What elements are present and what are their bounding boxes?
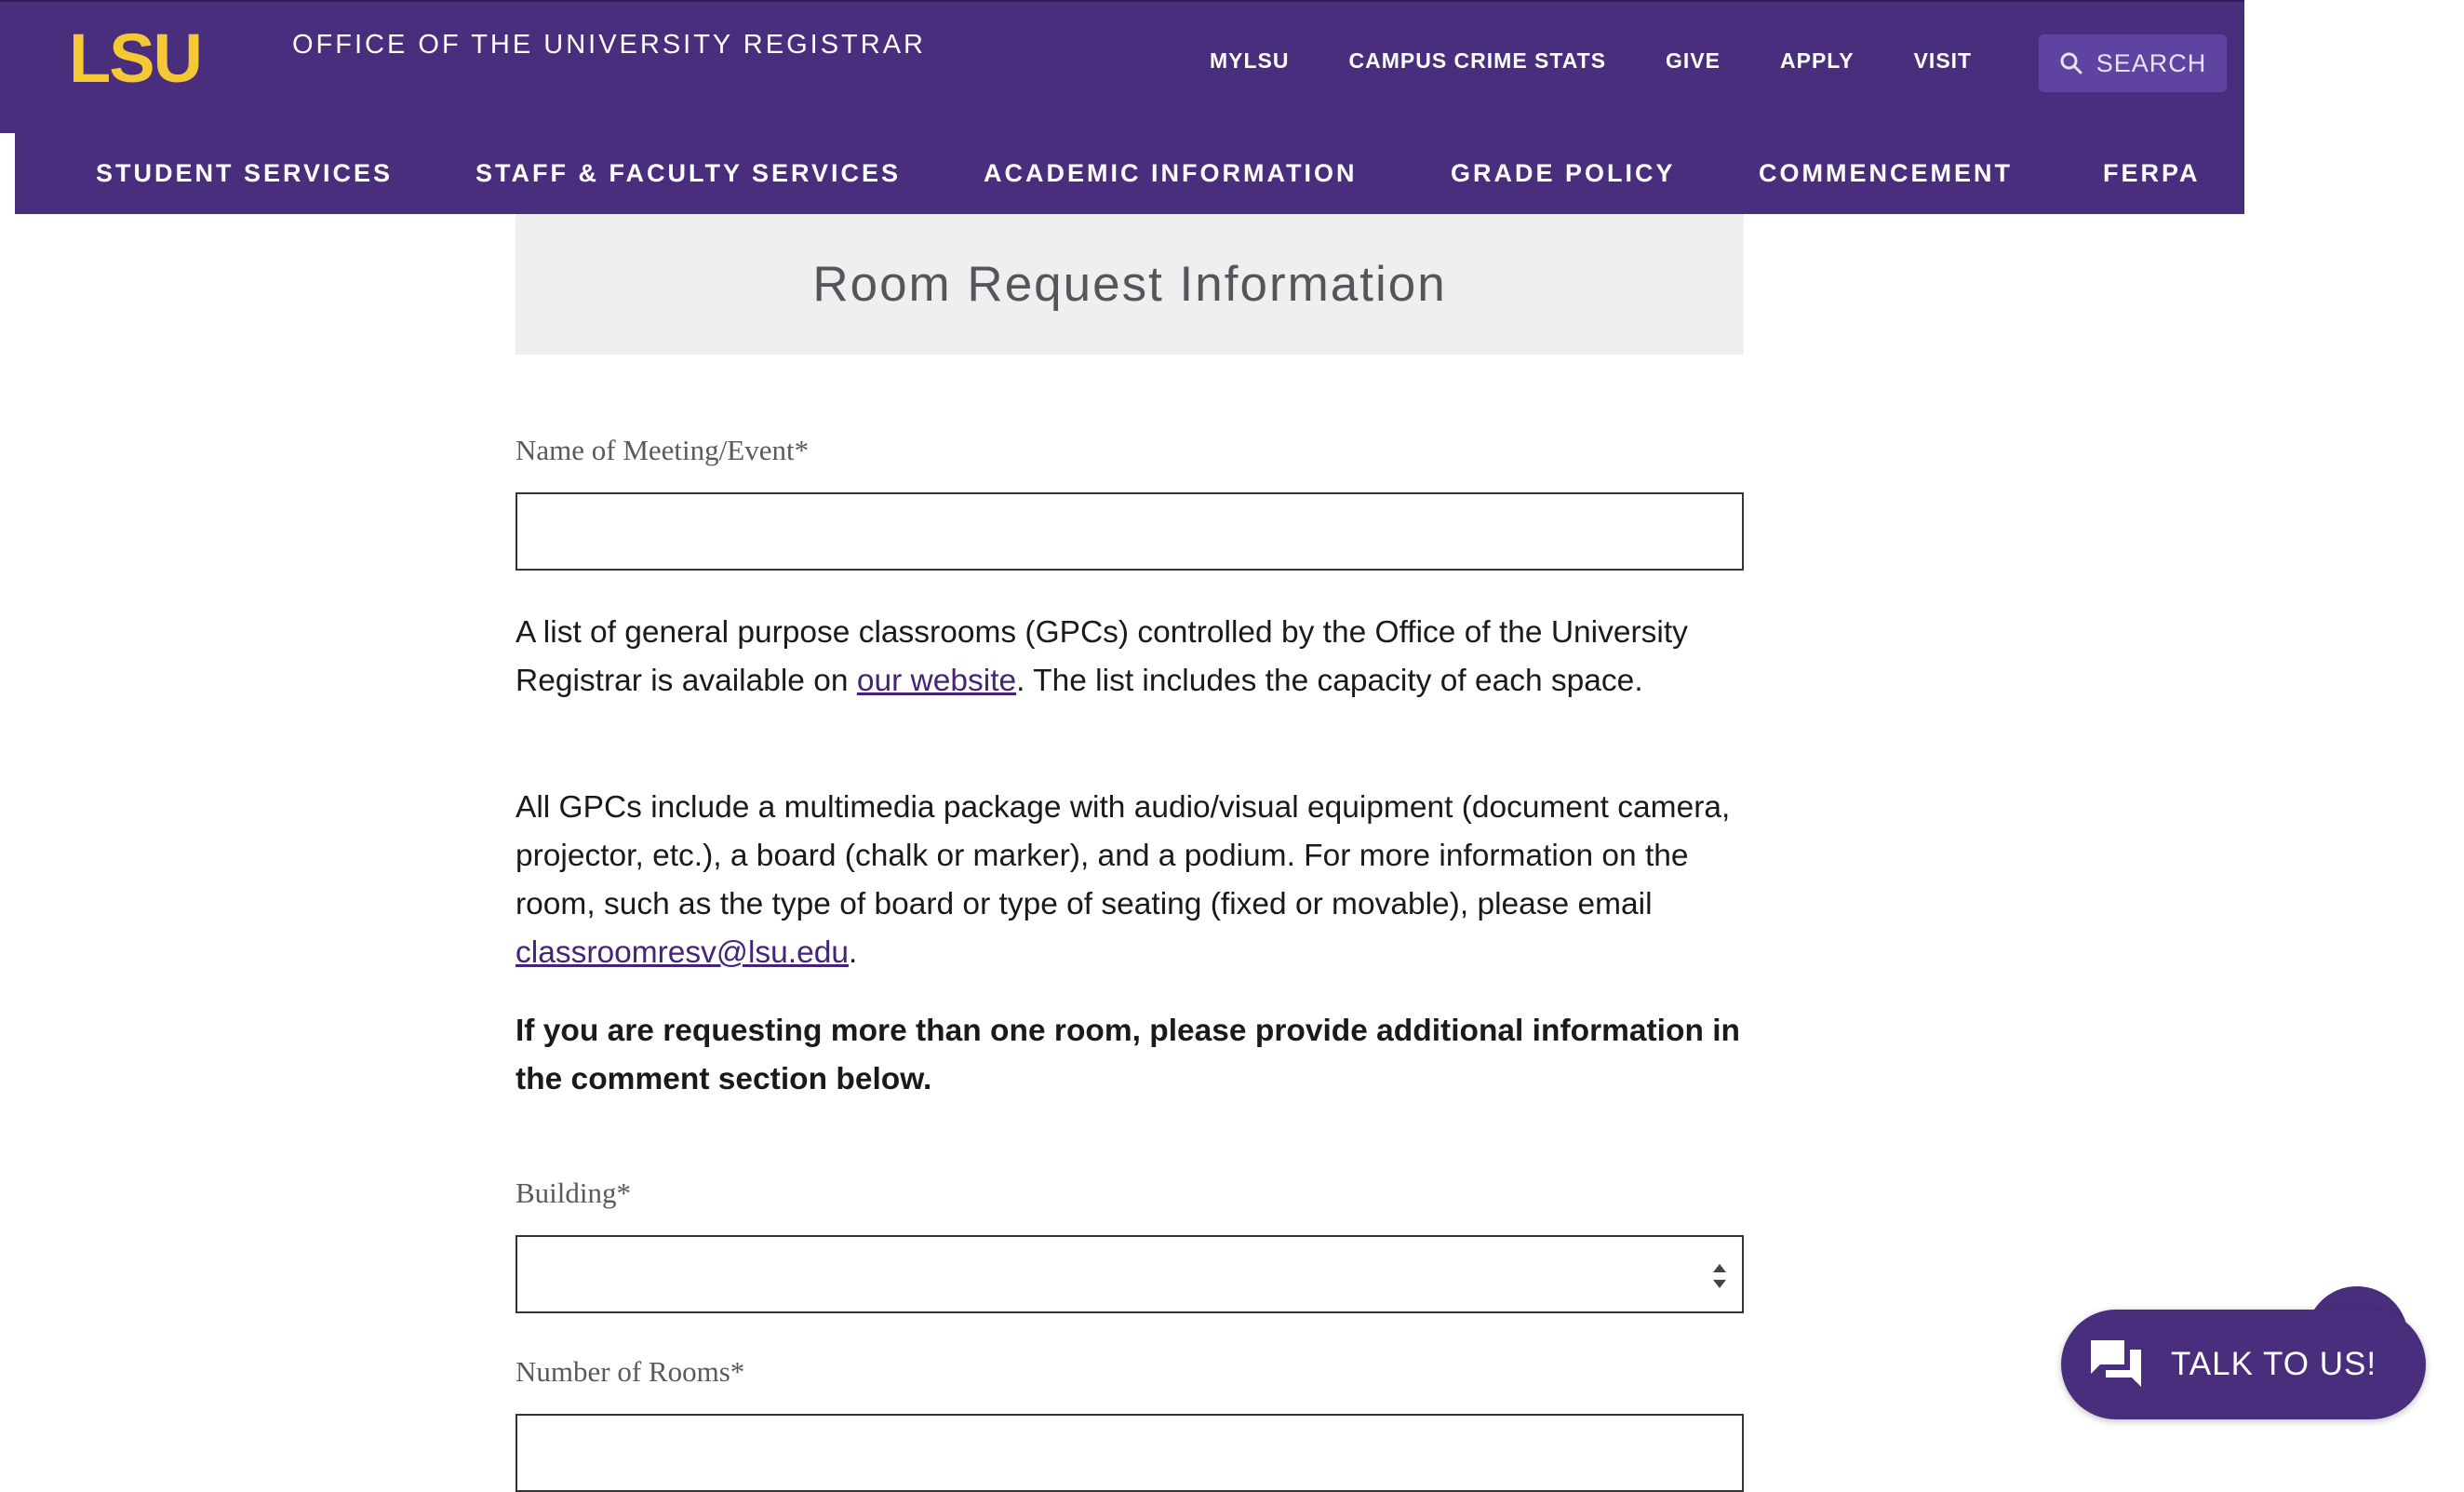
page-header <box>516 214 1744 355</box>
search-label: SEARCH <box>2096 48 2207 77</box>
talk-to-us-label: TALK TO US! <box>2171 1346 2377 1382</box>
nav-item-grade-policy[interactable]: GRADE POLICY <box>1451 159 1676 187</box>
utility-nav <box>1210 48 2031 74</box>
top-header <box>0 0 2244 133</box>
rooms-label: Number of Rooms* <box>516 1355 745 1388</box>
multiple-rooms-notice: If you are requesting more than one room, please provide additional information in the comment section below. <box>516 1014 1740 1096</box>
utility-link-apply[interactable]: APPLY <box>1780 48 1855 73</box>
utility-link-campus-crime-stats[interactable]: CAMPUS CRIME STATS <box>1348 48 1607 73</box>
building-label: Building* <box>516 1176 632 1209</box>
meeting-name-input[interactable] <box>516 492 1744 571</box>
page-title: Room Request Information <box>812 257 1447 312</box>
search-icon <box>2059 51 2083 75</box>
svg-text:LSU: LSU <box>69 32 201 84</box>
building-select[interactable] <box>516 1235 1744 1313</box>
gpc-equipment-text-end: . <box>848 935 858 970</box>
classroom-email-link[interactable]: classroomresv@lsu.edu <box>516 935 849 970</box>
select-arrows-icon <box>1710 1262 1729 1290</box>
gpc-list-text-start: A list of general purpose classrooms (GPCs) controlled by the Office of the University Registrar is available on <box>516 615 1688 698</box>
nav-item-student-services[interactable]: STUDENT SERVICES <box>96 159 394 187</box>
utility-link-mylsu[interactable]: MYLSU <box>1210 48 1290 73</box>
nav-item-staff-faculty-services[interactable]: STAFF & FACULTY SERVICES <box>475 159 902 187</box>
chat-icon <box>2087 1337 2145 1392</box>
main-nav <box>15 133 2244 214</box>
utility-link-give[interactable]: GIVE <box>1666 48 1721 73</box>
nav-item-commencement[interactable]: COMMENCEMENT <box>1759 159 2013 187</box>
nav-item-ferpa[interactable]: FERPA <box>2103 159 2201 187</box>
nav-item-academic-information[interactable]: ACADEMIC INFORMATION <box>984 159 1358 187</box>
meeting-name-label: Name of Meeting/Event* <box>516 434 810 466</box>
lsu-logo[interactable] <box>69 32 236 84</box>
our-website-link[interactable]: our website <box>856 664 1017 698</box>
gpc-list-text-end: . The list includes the capacity of each space. <box>1016 664 1643 698</box>
utility-link-visit[interactable]: VISIT <box>1913 48 1973 73</box>
office-title[interactable]: OFFICE OF THE UNIVERSITY REGISTRAR <box>292 30 926 60</box>
search-button[interactable] <box>2039 34 2227 92</box>
talk-to-us-button[interactable] <box>2061 1310 2426 1419</box>
rooms-input[interactable] <box>516 1414 1744 1492</box>
gpc-equipment-paragraph <box>516 784 1744 977</box>
gpc-equipment-text-start: All GPCs include a multimedia package with audio/visual equipment (document camera, projector, etc.), a board (chalk or marker), and a podium. For more information on the room, such as the type of board or type of seating (fixed or movable), please email <box>516 790 1731 921</box>
gpc-list-paragraph <box>516 609 1744 706</box>
